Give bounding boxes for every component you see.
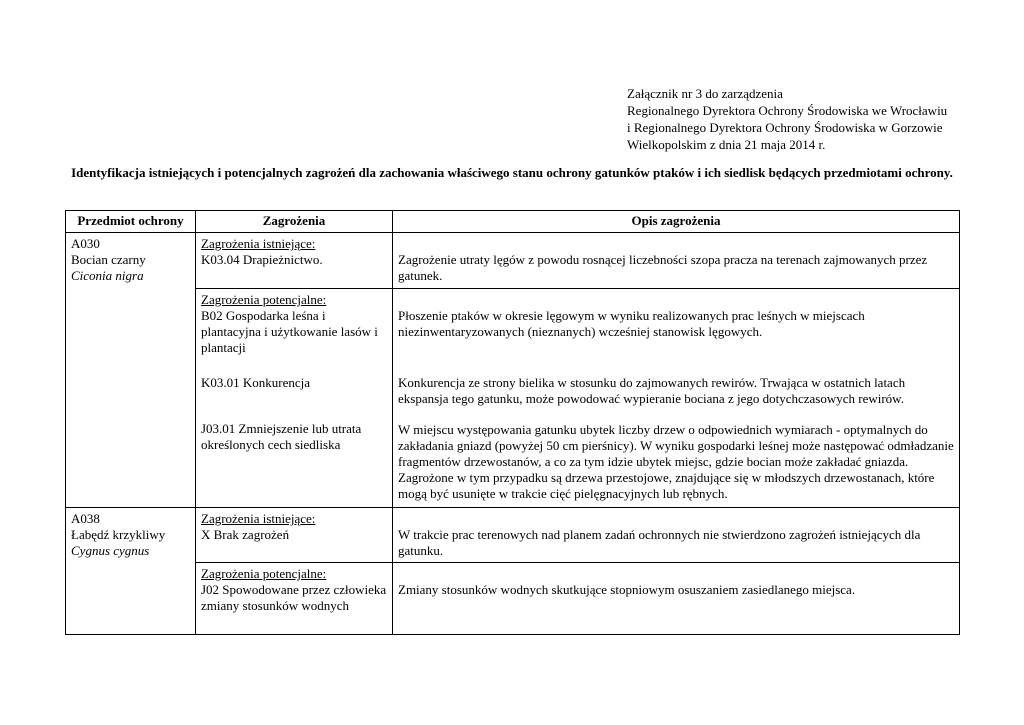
threats-cell [196, 289, 393, 508]
species-latin-name: Ciconia nigra [71, 268, 144, 283]
threat-item: K03.04 Drapieżnictwo. [201, 252, 323, 267]
threats-table [65, 210, 960, 635]
threat-description: Płoszenie ptaków w okresie lęgowym w wyniku realizowanych prac leśnych w miejscach niezinwentaryzowanych (nieznanych) wcześniej stanowisk lęgowych. [398, 308, 865, 339]
column-header-threats: Zagrożenia [196, 211, 393, 233]
threat-item: X Brak zagrożeń [201, 527, 290, 542]
threat-description: Zmiany stosunków wodnych skutkujące stopniowym osuszaniem zasiedlanego miejsca. [398, 582, 856, 597]
header-line: Regionalnego Dyrektora Ochrony Środowiska we Wrocławiu [627, 103, 948, 118]
threat-description: W trakcie prac terenowych nad planem zadań ochronnych nie stwierdzono zagrożeń istniejących dla gatunku. [398, 527, 921, 558]
table-header-row [66, 211, 960, 233]
description-cell [393, 563, 960, 635]
table-row [66, 563, 960, 635]
table-row [66, 508, 960, 563]
threat-description: Konkurencja ze strony bielika w stosunku do zajmowanych rewirów. Trwająca w ostatnich latach ekspansja tego gatunku, może powodować wypieranie bociana z jego dotychczasowych rewirów. [398, 375, 906, 406]
description-cell [393, 233, 960, 289]
threat-item: B02 Gospodarka leśna i plantacyjna i użytkowanie lasów i plantacji [201, 308, 378, 355]
species-name: Bocian czarny [71, 252, 146, 267]
table-row [66, 289, 960, 508]
column-header-description: Opis zagrożenia [393, 211, 960, 233]
threat-item: J02 Spowodowane przez człowieka zmiany stosunków wodnych [201, 582, 387, 613]
species-name: Łabędź krzykliwy [71, 527, 166, 542]
description-cell [393, 508, 960, 563]
threats-cell [196, 563, 393, 635]
document-title: Identyfikacja istniejących i potencjalnych zagrożeń dla zachowania właściwego stanu ochrony gatunków ptaków i ich siedlisk będących przedmiotami ochrony. [71, 165, 953, 180]
header-line: Wielkopolskim z dnia 21 maja 2014 r. [627, 137, 826, 152]
table-row [66, 233, 960, 289]
existing-threats-label: Zagrożenia istniejące: [201, 236, 316, 251]
potential-threats-label: Zagrożenia potencjalne: [201, 566, 327, 581]
existing-threats-label: Zagrożenia istniejące: [201, 511, 316, 526]
threat-description: Zagrożenie utraty lęgów z powodu rosnącej liczebności szopa pracza na terenach zajmowanych przez gatunek. [398, 252, 928, 283]
species-code: A030 [71, 236, 100, 251]
column-header-subject: Przedmiot ochrony [66, 211, 196, 233]
species-latin-name: Cygnus cygnus [71, 543, 150, 558]
header-line: i Regionalnego Dyrektora Ochrony Środowiska w Gorzowie [627, 120, 943, 135]
species-code: A038 [71, 511, 100, 526]
potential-threats-label: Zagrożenia potencjalne: [201, 292, 327, 307]
species-cell [66, 233, 196, 508]
threats-cell [196, 233, 393, 289]
species-cell [66, 508, 196, 635]
header-line: Załącznik nr 3 do zarządzenia [627, 86, 783, 101]
threat-item: J03.01 Zmniejszenie lub utrata określonych cech siedliska [201, 421, 362, 452]
threat-description: W miejscu występowania gatunku ubytek liczby drzew o odpowiednich wymiarach - optymalnych do zakładania gniazd (powyżej 50 cm pierśnicy). W wyniku gospodarki leśnej może następować odmładzanie fragmentów drzewostanów, a co za tym idzie ubytek miejsc, gdzie bocian może zakładać gniazda. Zagrożone w tym przypadku są drzewa przestojowe, znajdujące się w młodszych drzewostanach, które mogą być usunięte w trakcie cięć pielęgnacyjnych lub rębnych. [398, 422, 954, 501]
threats-cell [196, 508, 393, 563]
attachment-header [627, 85, 1017, 153]
threat-item: K03.01 Konkurencja [201, 375, 311, 390]
description-cell [393, 289, 960, 508]
